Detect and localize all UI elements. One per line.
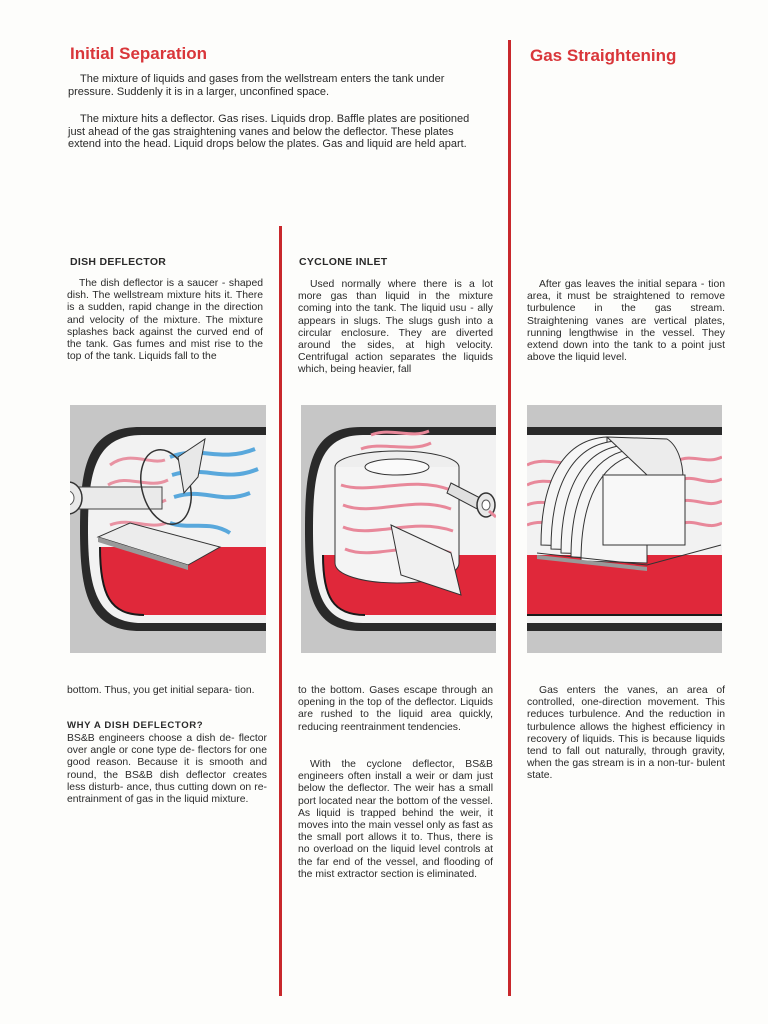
cyclone-inlet-para1-continued: to the bottom. Gases escape through an opening in the top of the deflector. Liquids are rushed to the liquid area quickly, reducing reentrainment tendencies. bbox=[298, 685, 493, 733]
dish-deflector-para1: The dish deflector is a saucer - shaped dish. The wellstream mixture hits it. There is a sudden, rapid change in the direction and velocity of the mixture. The mixture splashes back against the curved end of the tank. Gas fumes and mist rise to the top of the tank. Liquids fall to the bbox=[67, 278, 263, 363]
cyclone-inlet-para1: Used normally where there is a lot more gas than liquid in the mixture coming into the tank. The liquid usu - ally appears in slugs. The slugs gush into a circular enclosure. They are diverted around the sides, at high velocity. Centrifugal action separates the liquids which, being heavier, fall bbox=[298, 279, 493, 376]
gas-straightening-para1: After gas leaves the initial separa - tion area, it must be straightened to remove turbulence in the gas stream. Straightening vanes are vertical plates, running lengthwise in the vessel. They extend down into the tank to a point just above the liquid level. bbox=[527, 279, 725, 364]
rule-divider-right bbox=[508, 40, 511, 996]
cyclone-inlet-illustration bbox=[301, 405, 496, 653]
why-dish-deflector-para: BS&B engineers choose a dish de- flector over angle or cone type de- flectors for one good reason. Because it is smooth and round, the BS&B dish deflector creates less disturb- ance, thus cutting down on re- entrainment of gas in the liquid mixture. bbox=[67, 733, 267, 806]
initial-separation-title: Initial Separation bbox=[70, 44, 207, 63]
rule-divider-left bbox=[279, 226, 282, 996]
why-dish-deflector-heading: WHY A DISH DEFLECTOR? bbox=[67, 720, 204, 731]
gas-straightening-illustration bbox=[527, 405, 722, 653]
gas-straightening-para2: Gas enters the vanes, an area of controlled, one-direction movement. This reduces turbulence. And the reduction in turbulence allows the highest efficiency in recovery of liquids. This is because liquids tend to fall out naturally, through gravity, when the gas stream is in a non-tur- bulent state. bbox=[527, 685, 725, 782]
dish-deflector-para1-continued: bottom. Thus, you get initial separa- tion. bbox=[67, 685, 255, 696]
dish-deflector-drawing bbox=[70, 405, 266, 653]
cyclone-inlet-para2: With the cyclone deflector, BS&B engineers often install a weir or dam just below the deflector. The weir has a small port located near the bottom of the vessel. As liquid is trapped behind the weir, it moves into the main vessel only as fast as the small port allows it to. Thus, there is no overload on the liquid level controls at the far end of the vessel, and flooding of the mist extractor section is eliminated. bbox=[298, 759, 493, 880]
straightening-vanes-drawing bbox=[527, 405, 722, 653]
initial-separation-para2: The mixture hits a deflector. Gas rises. Liquids drop. Baffle plates are positioned just ahead of the gas straightening vanes and below the deflector. These plates extend into the head. Liquid drops below the plates. Gas and liquid are held apart. bbox=[68, 113, 470, 151]
dish-deflector-illustration bbox=[70, 405, 266, 653]
cyclone-inlet-drawing bbox=[301, 405, 496, 653]
gas-straightening-title: Gas Straightening bbox=[530, 46, 677, 65]
initial-separation-para1: The mixture of liquids and gases from the wellstream enters the tank under pressure. Suddenly it is in a larger, unconfined space. bbox=[68, 73, 445, 98]
dish-deflector-heading: DISH DEFLECTOR bbox=[70, 256, 167, 268]
cyclone-inlet-heading: CYCLONE INLET bbox=[299, 256, 388, 268]
